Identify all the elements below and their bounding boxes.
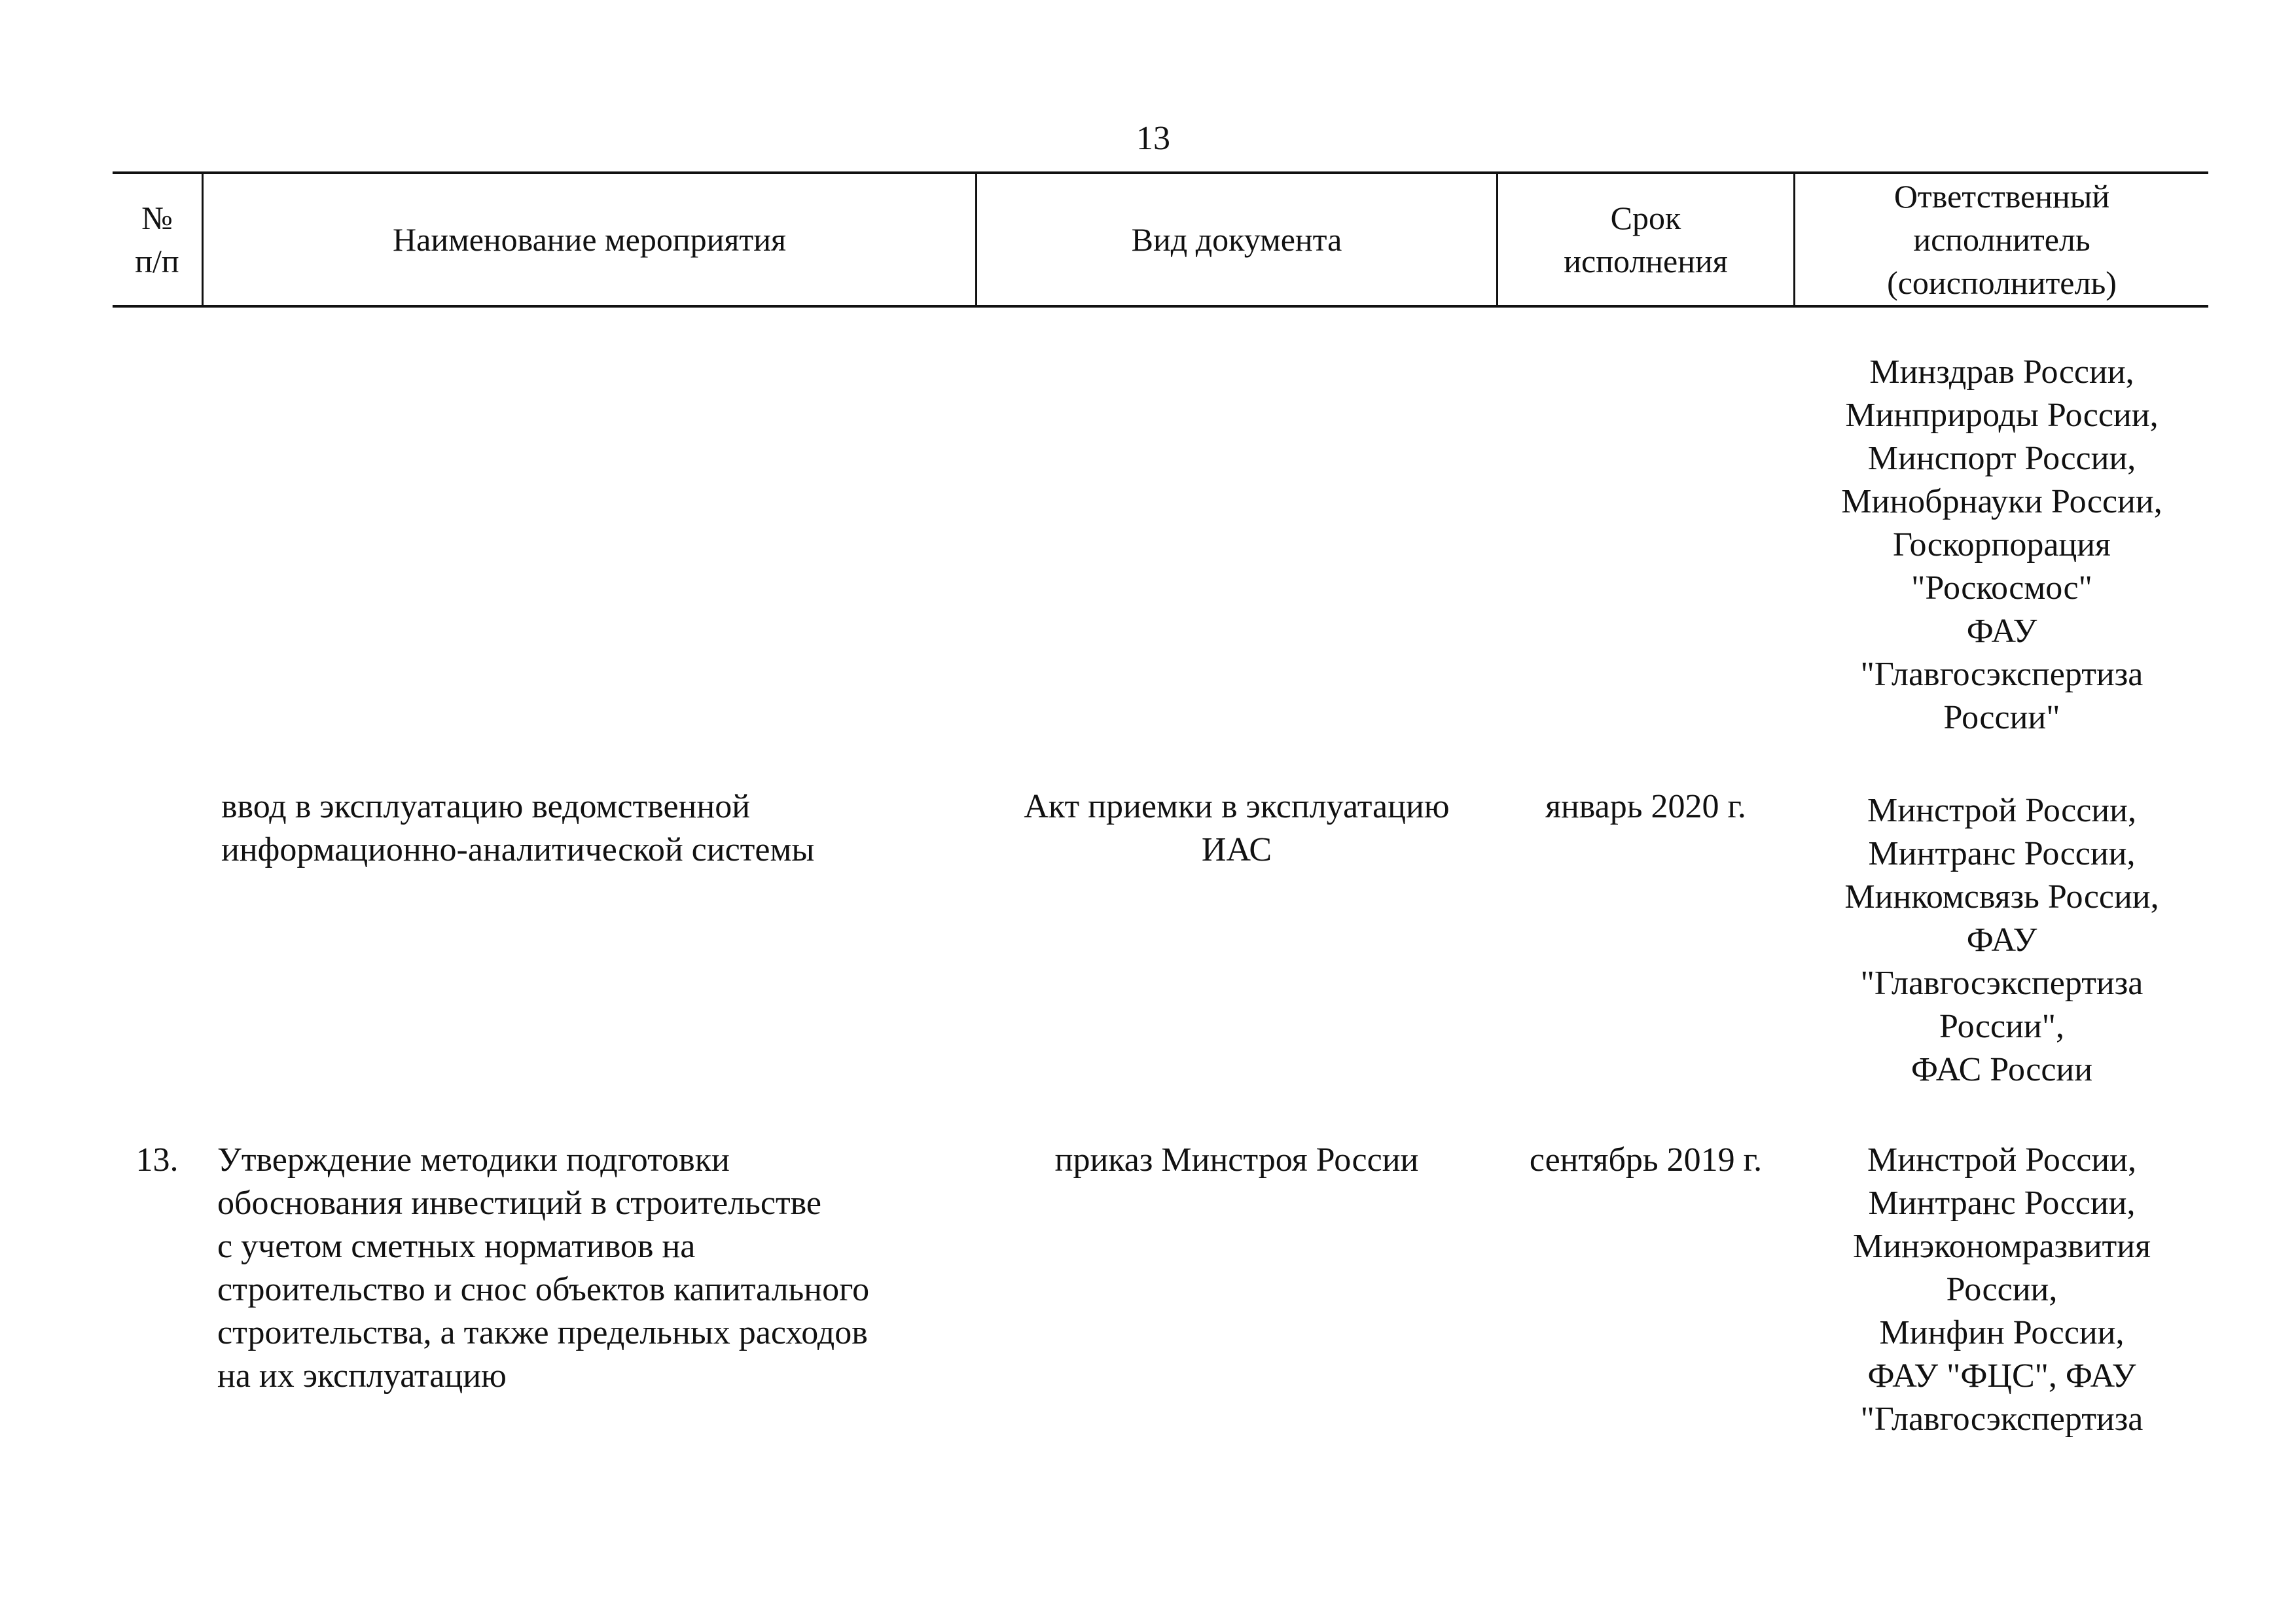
responsible-line: России", — [1939, 1008, 2064, 1045]
header-deadline-line: Срок — [1610, 200, 1681, 236]
responsible-cell — [1795, 789, 2208, 1092]
event-name-line: Утверждение методики подготовки — [217, 1141, 730, 1179]
doc-type-cell — [977, 1139, 1496, 1182]
responsible-line: ФАУ — [1966, 921, 2037, 959]
event-name-line: строительство и снос объектов капитального — [217, 1271, 870, 1308]
header-num — [113, 174, 202, 305]
header-name-text: Наименование мероприятия — [393, 221, 786, 258]
responsible-line: Госкорпорация — [1893, 526, 2111, 563]
responsible-line: ФАУ "ФЦС", ФАУ — [1867, 1357, 2136, 1395]
responsible-cell — [1795, 1139, 2208, 1441]
header-deadline — [1498, 174, 1793, 305]
header-num-line: п/п — [135, 243, 179, 279]
responsible-line: России, — [1946, 1271, 2058, 1308]
event-name-line: на их эксплуатацию — [217, 1357, 507, 1395]
deadline-text: сентябрь 2019 г. — [1529, 1141, 1763, 1179]
doc-type-line: ИАС — [1201, 831, 1272, 868]
responsible-line: ФАС России — [1910, 1051, 2093, 1088]
responsible-line: ФАУ — [1966, 613, 2037, 650]
responsible-line: Минэкономразвития — [1852, 1228, 2151, 1265]
doc-type-cell — [977, 785, 1496, 872]
header-doc-type-text: Вид документа — [1131, 221, 1342, 258]
responsible-line: Минспорт России, — [1867, 440, 2136, 477]
event-name-line: строительства, а также предельных расходов — [217, 1314, 868, 1351]
responsible-line: Минкомсвязь России, — [1844, 878, 2159, 916]
header-doc-type — [977, 174, 1496, 305]
responsible-line: "Главгосэкспертиза — [1860, 656, 2144, 693]
deadline-cell — [1498, 1139, 1793, 1182]
responsible-line: Минприроды России, — [1845, 397, 2159, 434]
event-name-line: информационно-аналитической системы — [221, 831, 815, 868]
table-header-bottom-rule — [113, 305, 2208, 308]
responsible-line: Минстрой России, — [1867, 1141, 2136, 1179]
header-responsible — [1795, 174, 2208, 305]
event-name-cell — [217, 1139, 970, 1398]
deadline-text: январь 2020 г. — [1545, 788, 1746, 825]
event-name-line: ввод в эксплуатацию ведомственной — [221, 788, 751, 825]
header-deadline-line: исполнения — [1564, 243, 1728, 279]
responsible-line: Минтранс России, — [1868, 835, 2136, 872]
doc-type-line: приказ Минстроя России — [1054, 1141, 1419, 1179]
event-name-line: обоснования инвестиций в строительстве — [217, 1185, 821, 1222]
responsible-line: Минобрнауки России, — [1841, 483, 2162, 520]
responsible-line: Минтранс России, — [1868, 1185, 2136, 1222]
deadline-cell — [1498, 785, 1793, 829]
row-number: 13. — [135, 1141, 179, 1179]
responsible-line: "Главгосэкспертиза — [1860, 965, 2144, 1002]
header-responsible-line: Ответственный — [1893, 178, 2110, 215]
page-number: 13 — [1136, 120, 1170, 157]
responsible-cell — [1795, 351, 2208, 740]
responsible-line: России" — [1943, 699, 2060, 736]
responsible-line: Минздрав России, — [1869, 353, 2134, 391]
header-name — [204, 174, 975, 305]
row-number-cell — [113, 1139, 202, 1182]
event-name-line: с учетом сметных нормативов на — [217, 1228, 696, 1265]
event-name-cell — [221, 785, 967, 872]
header-responsible-line: исполнитель — [1913, 221, 2090, 258]
responsible-line: Минфин России, — [1879, 1314, 2125, 1351]
header-responsible-line: (соисполнитель) — [1887, 264, 2117, 301]
doc-type-line: Акт приемки в эксплуатацию — [1024, 788, 1450, 825]
responsible-line: "Роскосмос" — [1911, 569, 2092, 607]
responsible-line: "Главгосэкспертиза — [1860, 1400, 2144, 1438]
header-num-line: № — [141, 200, 173, 236]
responsible-line: Минстрой России, — [1867, 792, 2136, 829]
